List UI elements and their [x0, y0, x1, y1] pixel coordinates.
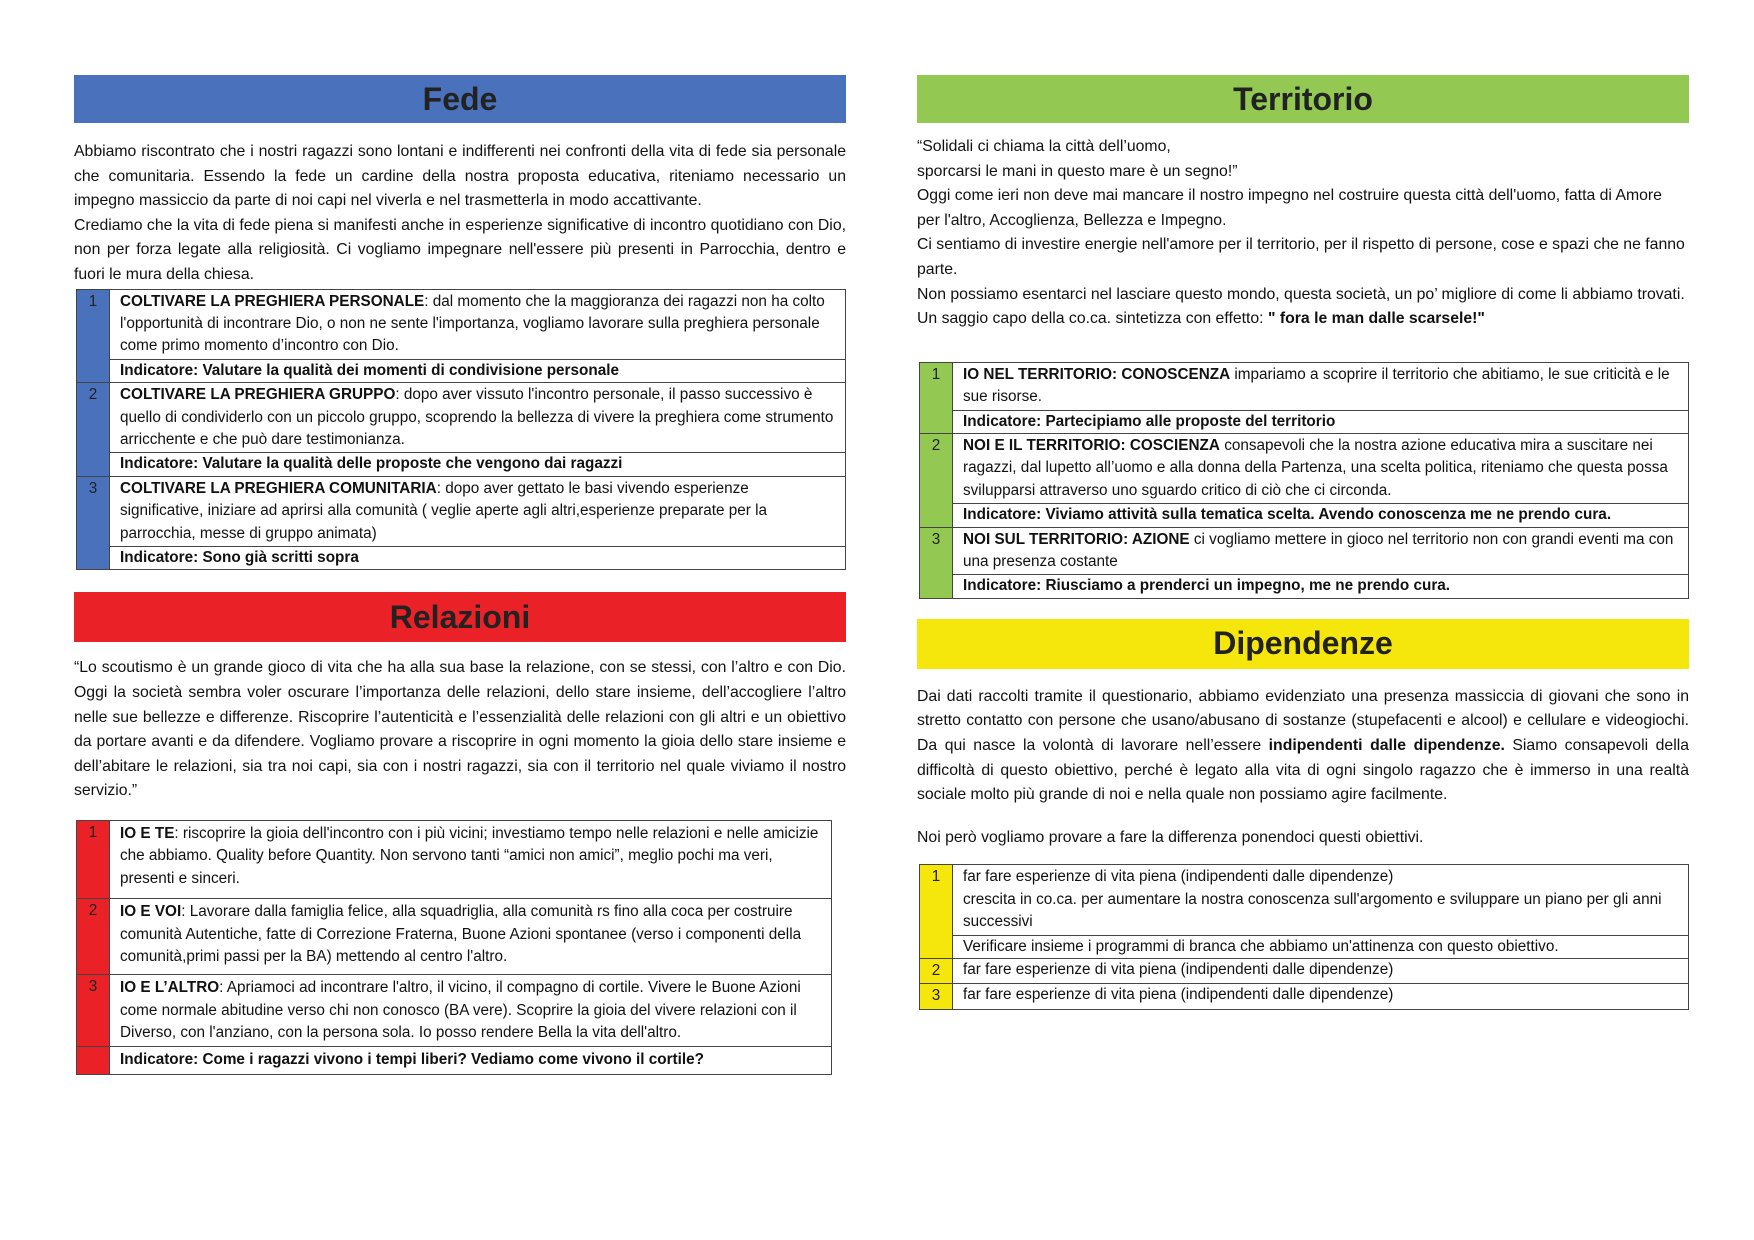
row-number: 1	[77, 289, 110, 383]
left-column	[72, 75, 848, 1075]
relazioni-indicator: Indicatore: Come i ragazzi vivono i tempi liberi? Vediamo come vivono il cortile?	[110, 1046, 832, 1074]
fede-paragraph: Abbiamo riscontrato che i nostri ragazzi sono lontani e indifferenti nei confronti della vita di fede sia personale che comunitaria. Essendo la fede un cardine della nostra proposta educativa, riteniamo necessario un impegno massiccio da parte di noi capi nel viverla e nel trasmetterla in modo accattivante. Crediamo che la vita di fede piena si manifesti anche in esperienze significative di incontro quotidiano con Dio, non per forza legate alla religiosità. Ci vogliamo impegnare nell'essere più presenti in Parrocchia, dentro e fuori le mura della chiesa.	[74, 143, 846, 283]
dipendenze-paragraph-2: Noi però vogliamo provare a fare la differenza ponendoci questi obiettivi.	[917, 828, 1424, 846]
fede-item-1-heading: COLTIVARE LA PREGHIERA PERSONALE	[120, 292, 425, 310]
row-number: 3	[77, 476, 110, 570]
relazioni-item-1-text: : riscoprire la gioia dell'incontro con i più vicini; investiamo tempo nelle relazioni e nelle amicizie che abbiamo. Quality before Quantity. Non servono tanti “amici non amici”, meglio pochi ma veri, presenti e sinceri.	[120, 825, 819, 887]
row-number: 3	[77, 975, 110, 1046]
fede-banner	[74, 75, 846, 123]
table-row	[77, 289, 846, 359]
relazioni-item-3	[110, 975, 832, 1046]
territorio-item-3	[953, 527, 1689, 575]
relazioni-item-2-heading: IO E VOI	[120, 903, 182, 921]
table-row	[920, 410, 1689, 433]
territorio-quote: " fora le man dalle scarsele!"	[1267, 310, 1485, 328]
table-row	[77, 821, 832, 899]
table-row	[920, 362, 1689, 410]
row-number: 2	[77, 383, 110, 477]
relazioni-banner	[74, 592, 846, 642]
territorio-item-2	[953, 433, 1689, 503]
relazioni-paragraph: “Lo scoutismo è un grande gioco di vita che ha alla sua base la relazione, con se stessi, con l’altro e con Dio. Oggi la società sembra voler oscurare l’importanza delle relazioni, dello stare insieme, dell’accogliere l’altro nelle sue bellezze e differenze. Riscoprire l’autenticità e l’essenzialità delle relazioni con gli altri e un obiettivo da portare avanti e da difendere. Vogliamo provare a riscoprire in ogni momento la gioia dello stare insieme e dell’abitare le relazioni, sia tra noi capi, sia con i nostri ragazzi, sia con il territorio nel quale viviamo il nostro servizio.”	[74, 659, 846, 800]
row-number: 2	[920, 433, 953, 527]
territorio-banner	[917, 75, 1689, 123]
territorio-item-2-indicator: Indicatore: Viviamo attività sulla tematica scelta. Avendo conoscenza me ne prendo cura.	[953, 504, 1689, 527]
relazioni-item-3-text: : Apriamoci ad incontrare l'altro, il vicino, il compagno di cortile. Vivere le Buone Azioni come normale abitudine verso chi non conosco (BA vere). Scoprire la gioia del vivere relazioni con il Diverso, con l'anziano, con la persona sola. Io posso rendere Bella la vita dell'altro.	[120, 979, 801, 1042]
table-row	[920, 865, 1689, 935]
table-row	[77, 899, 832, 975]
dipendenze-paragraph-bold: indipendenti dalle dipendenze.	[1268, 737, 1505, 754]
row-number: 1	[920, 362, 953, 433]
relazioni-item-3-heading: IO E L’ALTRO	[120, 979, 220, 997]
relazioni-item-2-text: : Lavorare dalla famiglia felice, alla squadriglia, alla comunità rs fino alla coca per costruire comunità Autentiche, fatte di Correzione Fraterna, Buone Azioni spontanee (verso i componenti della comunità,primi passi per la BA) mettendo al centro l'altro.	[120, 903, 802, 966]
territorio-item-1-indicator: Indicatore: Partecipiamo alle proposte del territorio	[953, 410, 1689, 433]
table-row	[920, 575, 1689, 598]
fede-item-1-text: : dal momento che la maggioranza dei ragazzi non ha colto l'opportunità di incontrare Dio, o non ne sente l'importanza, vogliamo lavorare sulla preghiera personale come primo momento d’incontro con Dio.	[120, 292, 825, 355]
relazioni-item-1	[110, 821, 832, 899]
territorio-table	[919, 362, 1689, 599]
table-row	[77, 383, 846, 453]
dipendenze-paragraph	[917, 685, 1689, 808]
fede-item-3-text: : dopo aver gettato le basi vivendo esperienze significative, iniziare ad aprirsi alla comunità ( veglie aperte agli altri,esperienze preparate per la parrocchia, messe di gruppo animata)	[120, 479, 768, 542]
territorio-item-2-text: consapevoli che la nostra azione educativa mira a suscitare nei ragazzi, dal lupetto all’uomo e alla donna della Partenza, una scelta politica, riteniamo che questa possa svilupparsi attraverso uno sguardo critico di ciò che ci circonda.	[963, 436, 1668, 499]
relazioni-item-2	[110, 899, 832, 975]
fede-item-2-heading: COLTIVARE LA PREGHIERA GRUPPO	[120, 386, 396, 404]
row-number: 2	[77, 899, 110, 975]
row-number: 1	[920, 865, 953, 959]
dipendenze-paragraph-start: Dai dati raccolti tramite il questionario, abbiamo evidenziato una presenza massiccia di giovani che sono in stretto contatto con persone che usano/abusano di sostanze (stupefacenti e alcool) e cellulare e videogiochi. Da qui nasce la volontà di lavorare nell’essere	[917, 687, 1689, 754]
table-row	[77, 453, 846, 476]
dipendenze-item-2: far fare esperienze di vita piena (indipendenti dalle dipendenze)	[953, 959, 1689, 984]
fede-item-3-indicator: Indicatore: Sono già scritti sopra	[110, 547, 846, 570]
territorio-item-1-heading: IO NEL TERRITORIO: CONOSCENZA	[963, 365, 1231, 383]
table-row	[920, 433, 1689, 503]
fede-item-2-indicator: Indicatore: Valutare la qualità delle proposte che vengono dai ragazzi	[110, 453, 846, 476]
table-row	[920, 504, 1689, 527]
fede-table	[76, 289, 846, 571]
relazioni-title: Relazioni	[389, 598, 531, 635]
territorio-item-3-heading: NOI SUL TERRITORIO: AZIONE	[963, 530, 1190, 548]
fede-item-1-indicator: Indicatore: Valutare la qualità dei momenti di condivisione personale	[110, 359, 846, 382]
territorio-last-line: Un saggio capo della co.ca. sintetizza con effetto:	[917, 310, 1268, 328]
right-column	[915, 75, 1691, 1010]
table-row	[920, 984, 1689, 1009]
table-row	[77, 975, 832, 1046]
table-row	[77, 547, 846, 570]
territorio-title: Territorio	[1233, 80, 1373, 117]
relazioni-item-1-heading: IO E TE	[120, 825, 175, 842]
fede-item-2	[110, 383, 846, 453]
territorio-item-3-text: ci vogliamo mettere in gioco nel territorio non con grandi eventi ma con una presenza costante	[963, 530, 1674, 570]
table-row	[920, 935, 1689, 958]
territorio-paragraph-text: “Solidali ci chiama la città dell’uomo, sporcarsi le mani in questo mare è un segno!” Oggi come ieri non deve mai mancare il nostro impegno nel costruire questa città dell'uomo, fatta di Amore per l'altro, Accoglienza, Bellezza e Impegno. Ci sentiamo di investire energie nell'amore per il territorio, per il rispetto di persone, cose e spazi che ne fanno parte. Non possiamo esentarci nel lasciare questo mondo, questa società, un po’ migliore di come li abbiamo trovati.	[917, 138, 1685, 303]
dipendenze-banner	[917, 619, 1689, 669]
dipendenze-item-1-extra: Verificare insieme i programmi di branca che abbiamo un'attinenza con questo obiettivo.	[953, 935, 1689, 958]
dipendenze-table	[919, 864, 1689, 1009]
dipendenze-item-1: far fare esperienze di vita piena (indipendenti dalle dipendenze) crescita in co.ca. per aumentare la nostra conoscenza sull'argomento e sviluppare un piano per gli anni successivi	[953, 865, 1689, 935]
territorio-item-1-text: impariamo a scoprire il territorio che abitiamo, le sue criticità e le sue risorse.	[963, 365, 1670, 406]
dipendenze-title: Dipendenze	[1213, 625, 1393, 662]
relazioni-table	[76, 820, 832, 1075]
row-number: 3	[920, 984, 953, 1009]
territorio-item-1	[953, 362, 1689, 410]
territorio-item-3-indicator: Indicatore: Riusciamo a prenderci un impegno, me ne prendo cura.	[953, 575, 1689, 598]
fede-item-1	[110, 289, 846, 359]
row-number: 2	[920, 959, 953, 984]
fede-item-3	[110, 476, 846, 546]
territorio-paragraph	[917, 135, 1689, 332]
row-number: 3	[920, 527, 953, 598]
dipendenze-item-3: far fare esperienze di vita piena (indipendenti dalle dipendenze)	[953, 984, 1689, 1009]
dipendenze-paragraph-end: Siamo consapevoli della difficoltà di questo obiettivo, perché è legato alla vita di ogni singolo ragazzo che è immerso in una realtà sociale molto più grande di noi e nella quale non possiamo agire facilmente.	[917, 737, 1689, 804]
table-row	[920, 959, 1689, 984]
table-row	[77, 359, 846, 382]
row-number: 1	[77, 821, 110, 899]
table-row	[920, 527, 1689, 575]
territorio-item-2-heading: NOI E IL TERRITORIO: COSCIENZA	[963, 436, 1220, 454]
fede-item-2-text: : dopo aver vissuto l'incontro personale, il passo successivo è quello di condividerlo con un piccolo gruppo, scoprendo la bellezza di vivere la preghiera come strumento arricchente e che può dare testimonianza.	[120, 386, 834, 448]
row-number	[77, 1046, 110, 1074]
table-row	[77, 1046, 832, 1074]
table-row	[77, 476, 846, 546]
fede-title: Fede	[422, 80, 498, 117]
fede-item-3-heading: COLTIVARE LA PREGHIERA COMUNITARIA	[120, 479, 437, 497]
